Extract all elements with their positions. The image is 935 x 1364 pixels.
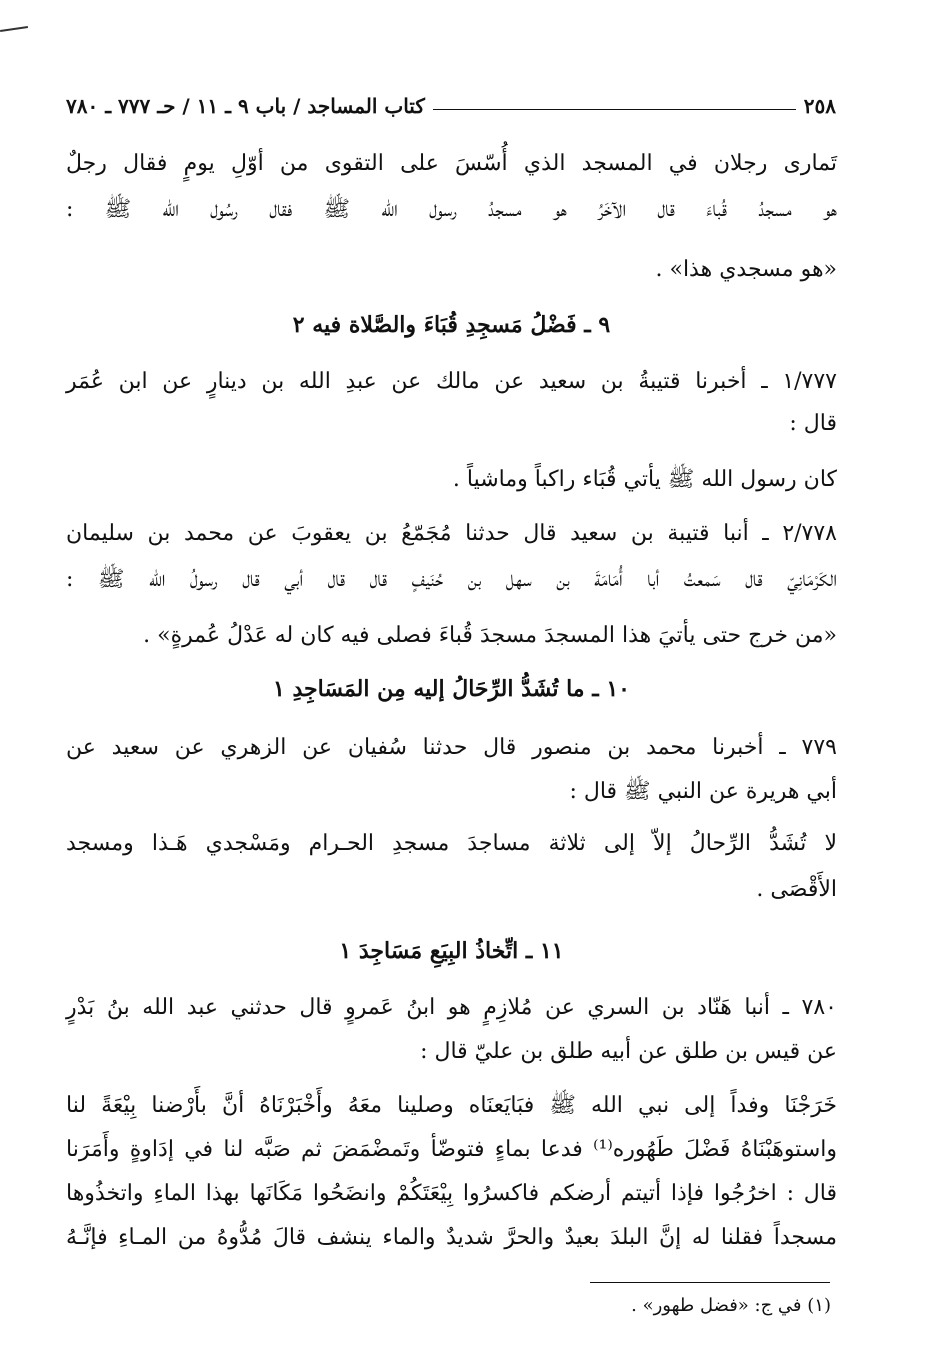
text-line: مسجداً فقلنا له إنَّ البلدَ بعيدٌ والحرَّ شديدٌ والماء ينشف قالَ مُدُّوهُ من المـاءِ فإنَّـهُ bbox=[66, 1225, 837, 1250]
hadith-780-line: ٧٨٠ ـ أنبا هَنّاد بن السري عن مُلازِمٍ هو ابنُ عَمروٍ قال حدثني عبد الله بنُ بَدْرٍ bbox=[66, 995, 837, 1020]
hadith-777-line: ١/٧٧٧ ـ أخبرنا قتيبةُ بن سعيد عن مالك عن عبدِ الله بن دينارٍ عن ابن عُمَر bbox=[66, 369, 837, 394]
text-line: «هو مسجدي هذا» . bbox=[655, 257, 837, 282]
text-line: أبي هريرة عن النبي ﷺ قال : bbox=[569, 779, 837, 804]
section-heading-11: ١١ ـ اتِّخاذُ البِيَعِ مَسَاجِدَ ١ bbox=[339, 938, 564, 964]
hadith-778-line: ٢/٧٧٨ ـ أنبا قتيبة بن سعيد قال حدثنا مُجَمّعُ بن يعقوبَ عن محمد بن سليمان bbox=[66, 521, 837, 546]
section-heading-9: ٩ ـ فَضْلُ مَسجِدِ قُبَاءَ والصَّلاة فيه ٢ bbox=[292, 312, 611, 338]
footnote: (١) في ج: «فضل طهور» . bbox=[631, 1295, 831, 1316]
text-line: قال : bbox=[789, 411, 837, 436]
text-line: لا تُشَدُّ الرِّحالُ إلاّ إلى ثلاثة مساجدَ مسجدِ الحـرام ومَسْجدي هَـذا ومسجد bbox=[66, 831, 837, 856]
header-rule bbox=[433, 109, 796, 110]
text-line: قال : اخرُجُوا فإذا أتيتم أرضكم فاكسرُوا بِيْعَتَكُمْ وانضَحُوا مَكَانَها بهذا الماءِ واتخذُوها bbox=[66, 1181, 837, 1206]
text-line: هو مسجدُ قُباءَ قال الآخَرُ هو مسجدُ رسول الله ﷺ فقال رسُول الله ﷺ : bbox=[66, 197, 837, 222]
hadith-779-line: ٧٧٩ ـ أخبرنا محمد بن منصور قال حدثنا سُفيان عن الزهري عن سعيد عن bbox=[66, 735, 837, 760]
section-heading-10: ١٠ ـ ما تُشَدُّ الرِّحَالُ إليه مِن المَسَاجِدِ ١ bbox=[272, 676, 630, 702]
scan-artifact bbox=[0, 26, 28, 32]
text-line: كان رسول الله ﷺ يأتي قُبَاء راكباً وماشياً . bbox=[452, 467, 837, 492]
text-line: الكَرْمَانِيّ قال سَمعتُ أبا أُمَامَةَ بن سهل بن حُنَيفٍ قال قال أبي قال رسولُ الله ﷺ : bbox=[66, 567, 837, 592]
text-line: تَمارى رجلان في المسجد الذي أُسّسَ على التقوى من أوّلِ يومٍ فقال رجلٌ bbox=[66, 151, 837, 176]
page-number: ٢٥٨ bbox=[803, 94, 836, 118]
running-title: كتاب المساجد / باب ٩ ـ ١١ / حـ ٧٧٧ ـ ٧٨٠ bbox=[66, 94, 425, 118]
running-header bbox=[66, 88, 836, 118]
footnote-divider bbox=[590, 1282, 830, 1283]
text-line: عن قيس بن طلق عن أبيه طلق بن عليّ قال : bbox=[420, 1039, 837, 1064]
text-line: خَرَجْنَا وفداً إلى نبي الله ﷺ فبَايَعنَاه وصلينا معَهُ وأَخْبَرْنَاهُ أنَّ بأَرْضنا بِيْعَةً لنا bbox=[66, 1093, 837, 1118]
text-line: «من خرج حتى يأتيَ هذا المسجدَ مسجدَ قُباءَ فصلى فيه كان له عَدْلُ عُمرةٍ» . bbox=[143, 623, 837, 648]
text-line: الأَقْصَى . bbox=[756, 877, 837, 902]
text-line: واستوهَبْنَاهُ فَضْلَ طَهُوره⁽¹⁾ فدعا بماءٍ فتوضّأ وتَمضْمَضَ ثم صَبَّه لنا في إدَاوةٍ وأَمَرَنا bbox=[66, 1137, 837, 1162]
